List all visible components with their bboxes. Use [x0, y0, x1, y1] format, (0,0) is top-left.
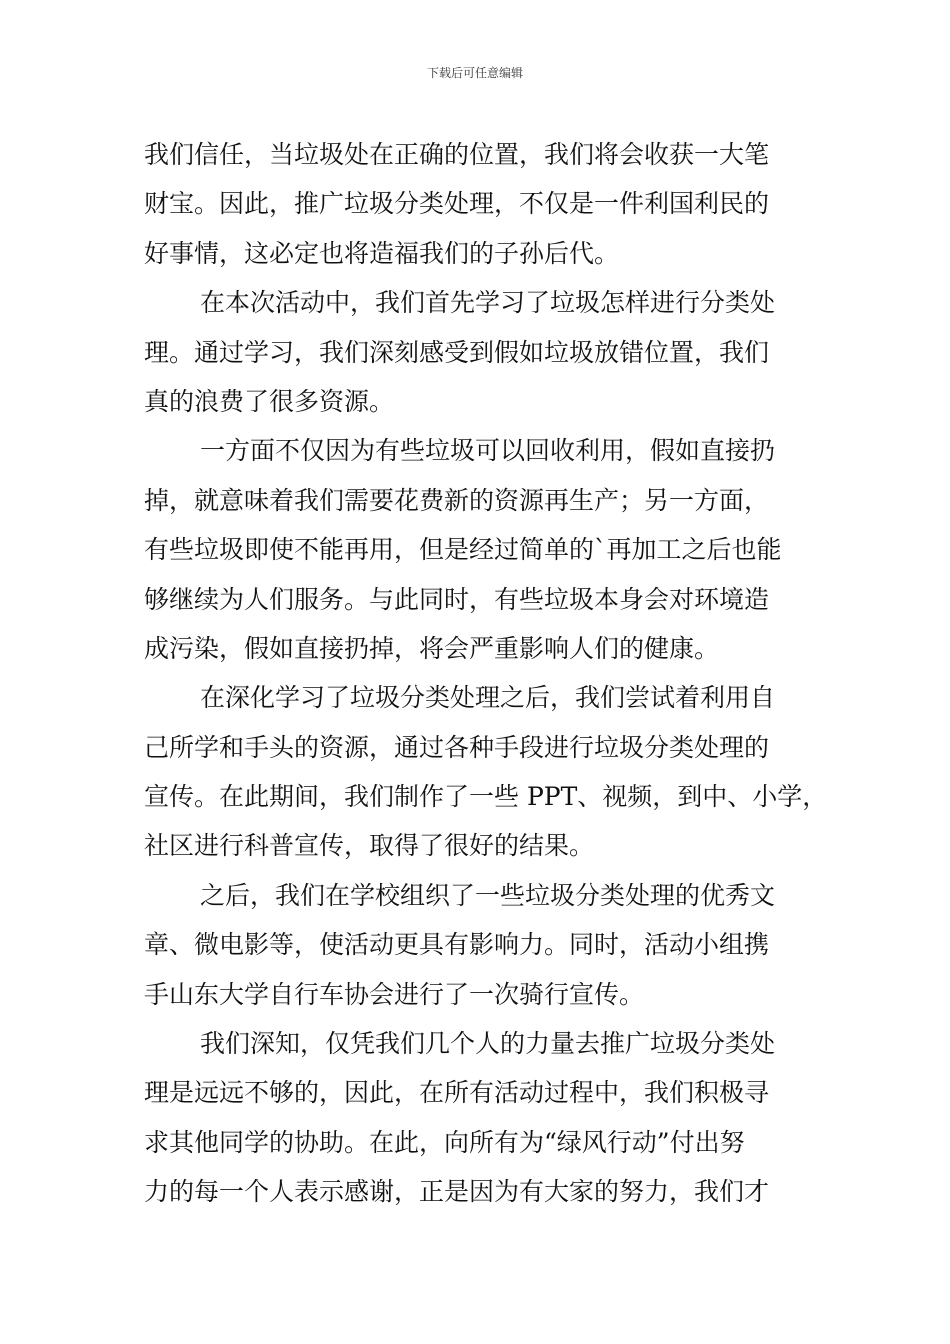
text-line: 宣传。在此期间，我们制作了一些 PPT、视频，到中、小学，: [144, 782, 828, 812]
text-line: 财宝。因此，推广垃圾分类处理，不仅是一件利国利民的: [144, 189, 770, 219]
text-line: 掉，就意味着我们需要花费新的资源再生产；另一方面，: [144, 485, 770, 515]
paragraph: [144, 871, 844, 1019]
text-line: 真的浪费了很多资源。: [144, 386, 395, 416]
text-line: 社区进行科普宣传，取得了很好的结果。: [144, 831, 595, 861]
text-line: 一方面不仅因为有些垃圾可以回收利用，假如直接扔: [200, 436, 776, 466]
text-line: 理是远远不够的，因此，在所有活动过程中，我们积极寻: [144, 1078, 770, 1108]
text-line: 章、微电影等，使活动更具有影响力。同时，活动小组携: [144, 930, 770, 960]
paragraph: [144, 426, 844, 673]
text-line: 求其他同学的协助。在此，向所有为“绿风行动”付出努: [144, 1127, 745, 1157]
text-line: 力的每一个人表示感谢，正是因为有大家的努力，我们才: [144, 1177, 770, 1207]
text-line: 在本次活动中，我们首先学习了垃圾怎样进行分类处: [200, 288, 776, 318]
document-body: [144, 130, 844, 1217]
text-line: 我们信任，当垃圾处在正确的位置，我们将会收获一大笔: [144, 140, 770, 169]
text-line: 我们深知，仅凭我们几个人的力量去推广垃圾分类处: [200, 1029, 776, 1059]
text-line: 之后，我们在学校组织了一些垃圾分类处理的优秀文: [200, 880, 776, 910]
text-line: 够继续为人们服务。与此同时，有些垃圾本身会对环境造: [144, 584, 770, 614]
page-header-note: 下载后可任意编辑: [426, 66, 523, 80]
text-line: 有些垃圾即使不能再用，但是经过简单的`再加工之后也能: [144, 535, 782, 565]
paragraph: [144, 673, 844, 871]
text-line: 好事情，这必定也将造福我们的子孙后代。: [144, 238, 620, 268]
paragraph: [144, 130, 844, 278]
text-line: 手山东大学自行车协会进行了一次骑行宣传。: [144, 979, 645, 1009]
paragraph: [144, 1019, 844, 1217]
paragraph: [144, 278, 844, 426]
text-line: 成污染，假如直接扔掉，将会严重影响人们的健康。: [144, 633, 720, 663]
text-line: 在深化学习了垃圾分类处理之后，我们尝试着利用自: [200, 683, 776, 713]
text-line: 理。通过学习，我们深刻感受到假如垃圾放错位置，我们: [144, 337, 770, 367]
text-line: 己所学和手头的资源，通过各种手段进行垃圾分类处理的: [144, 732, 770, 762]
